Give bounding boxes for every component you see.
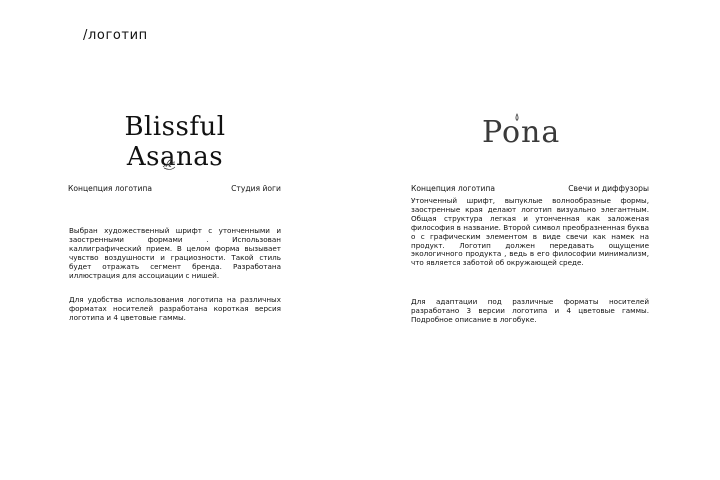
right-concept-row [411, 184, 649, 193]
right-concept-label: Концепция логотипа [411, 184, 496, 193]
blissful-asanas-logo: Blissful Asanas [124, 112, 226, 172]
right-category-label: Свечи и диффузоры [568, 184, 649, 193]
right-description-paragraph-1: Утонченный шрифт, выпуклые волнообразные формы, заостренные края делают логотип визуально элегантным. Общая структура легкая и утонченная как заложеная философия в название. Второй символ преобразненная буква о с графическим элементом в виде свечи как намек на продукт. Логотип должен передавать ощущение экологичного продукта , ведь в его философии минимализм, что является заботой об окружающей среде. [411, 196, 649, 268]
page-title: /логотип [83, 28, 148, 43]
left-category-label: Студия йоги [231, 184, 281, 193]
lotus-illustration-icon [160, 155, 178, 173]
pona-logo-text: Pona [482, 115, 561, 150]
left-description-paragraph-1: Выбран художественный шрифт с утонченными и заостренными формами . Использован каллиграфический прием. В целом форма вызывает чувство воздушности и грациозности. Такой стиль будет отражать сегмент бренда. Разработана иллюстрация для ассоциации с нишей. [69, 226, 281, 280]
left-description-paragraph-2: Для удобства использования логотипа на различных форматах носителей разработана короткая версия логотипа и 4 цветовые гаммы. [69, 295, 281, 322]
left-concept-label: Концепция логотипа [68, 184, 153, 193]
pona-logo [480, 108, 580, 150]
left-concept-row [68, 184, 281, 193]
right-description-paragraph-2: Для адаптации под различные форматы носителей разработано 3 версии логотипа и 4 цветовые гаммы. Подробное описание в логобуке. [411, 297, 649, 324]
